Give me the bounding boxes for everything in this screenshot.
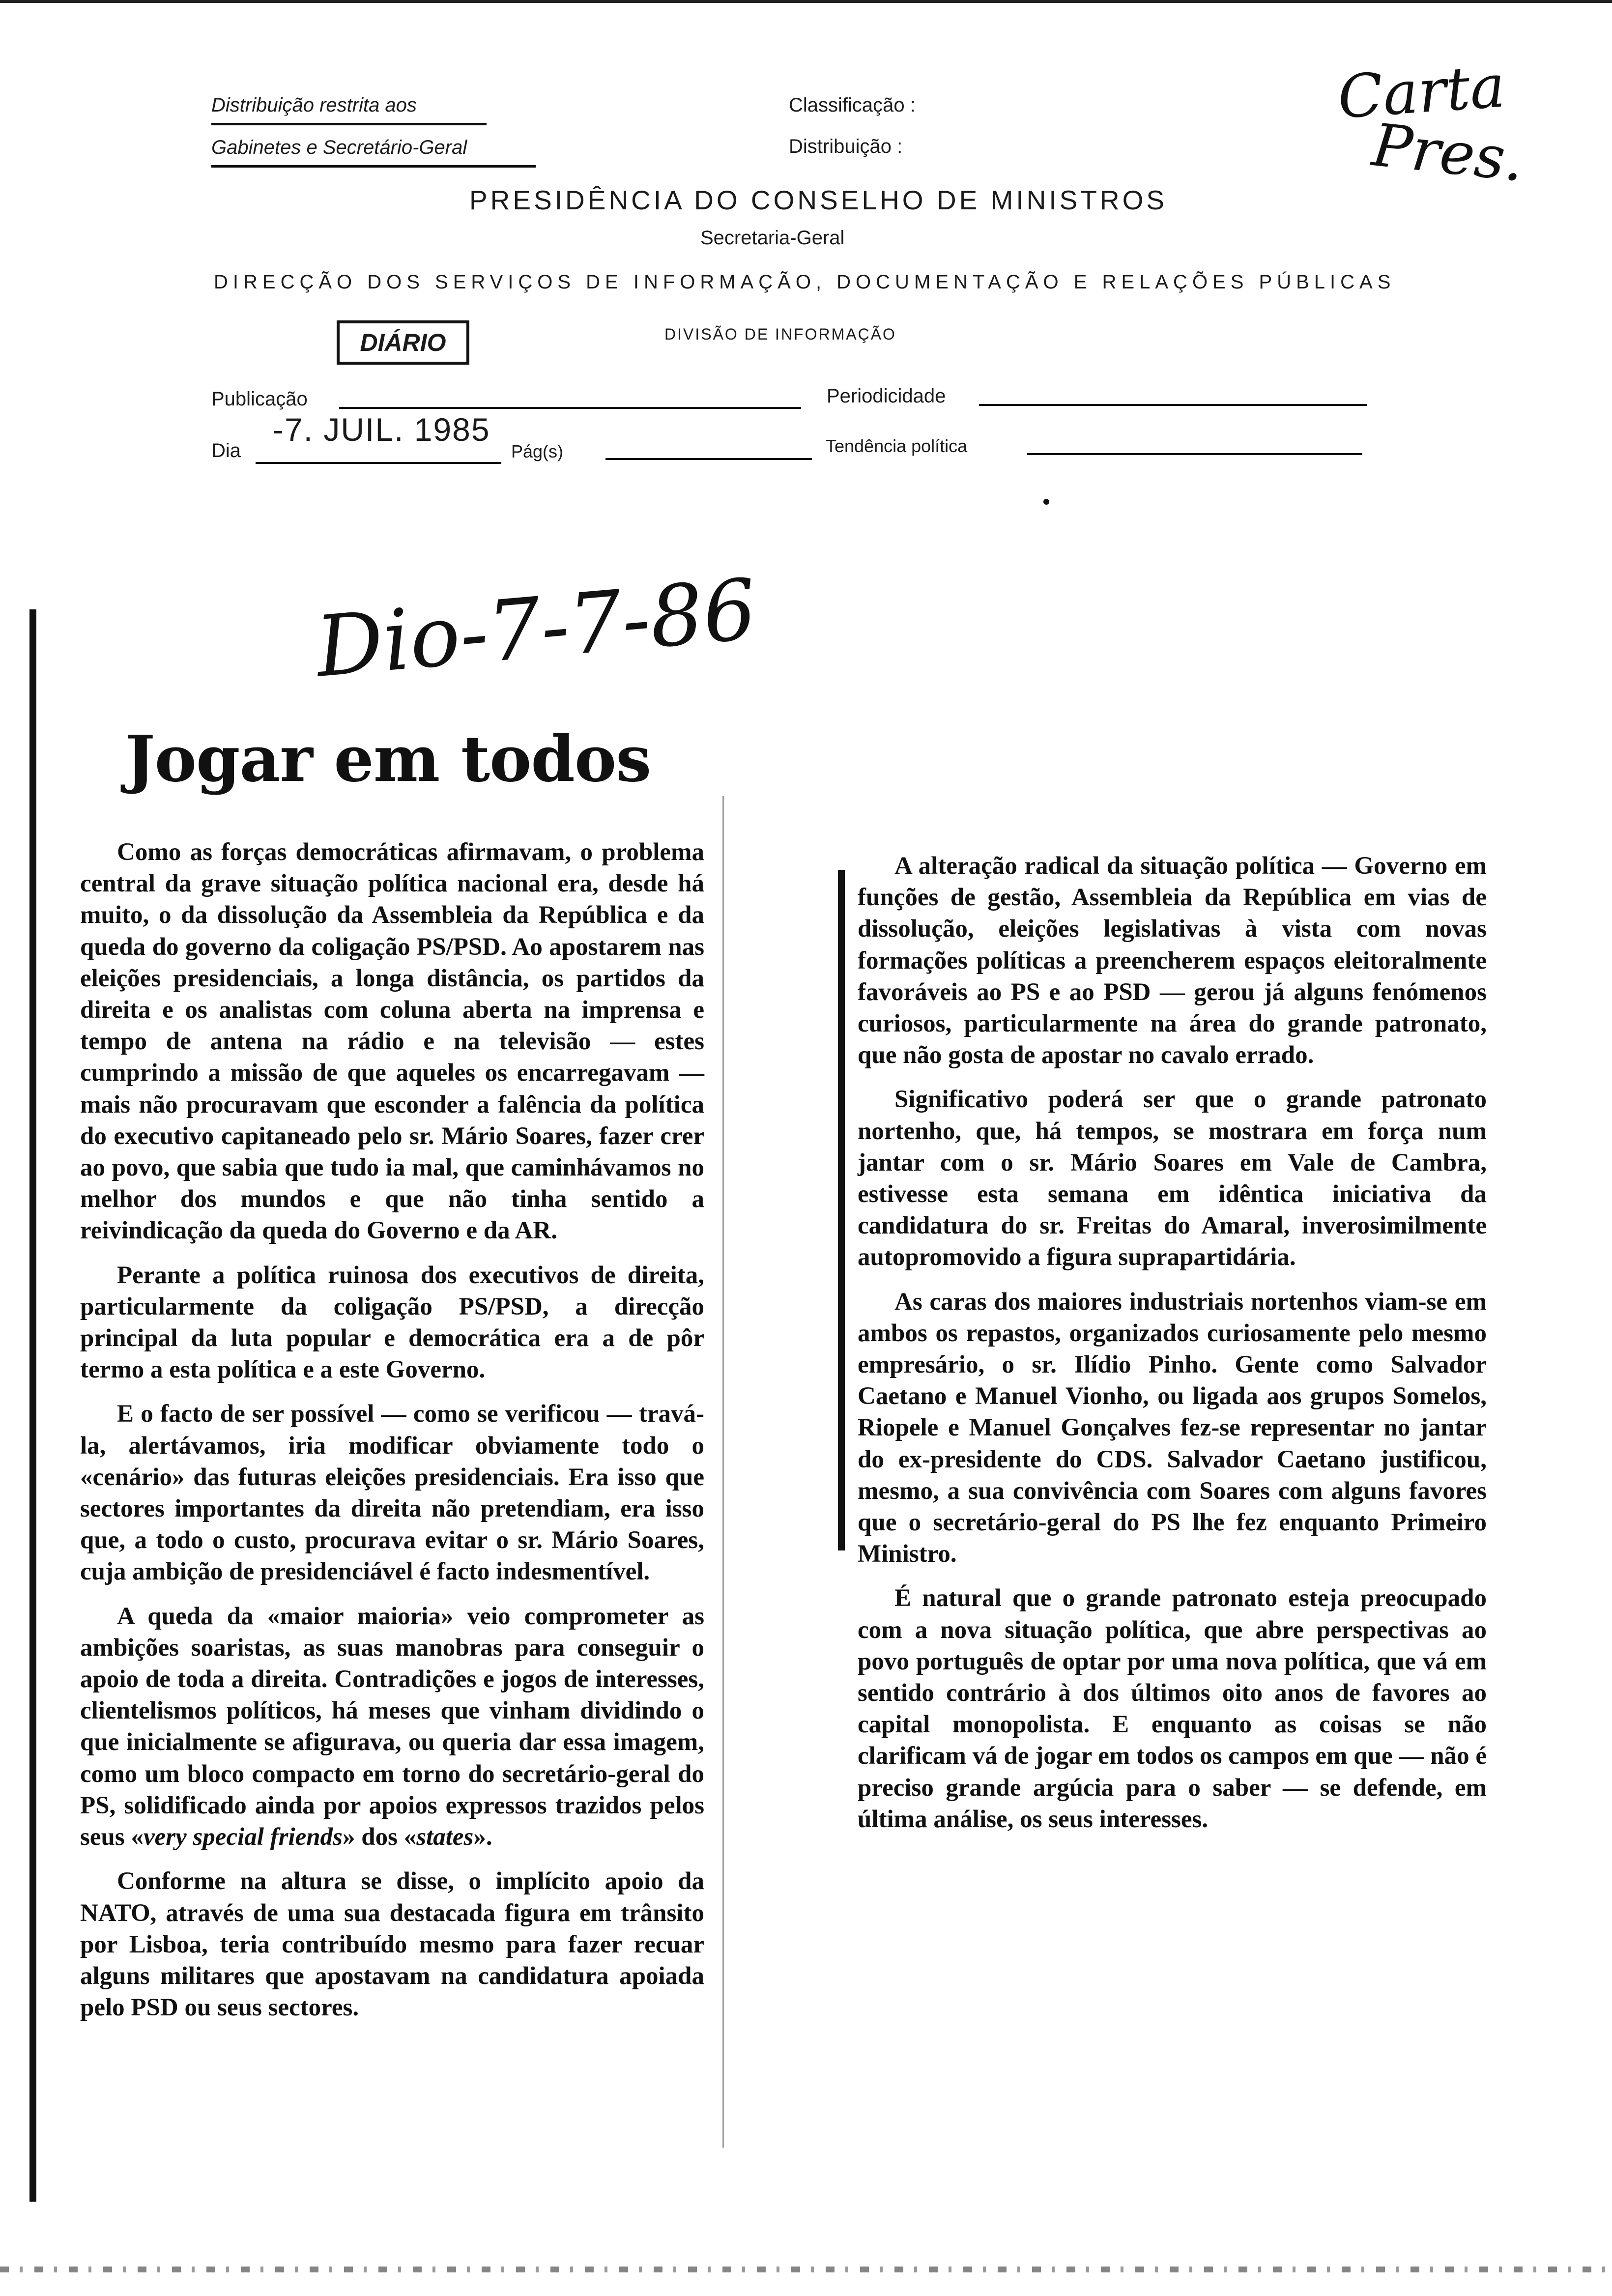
- distribuicao-label: Distribuição :: [789, 136, 903, 157]
- publicacao-field: [339, 407, 801, 409]
- directorate-line: DIRECÇÃO DOS SERVIÇOS DE INFORMAÇÃO, DOCUMENTAÇÃO E RELAÇÕES PÚBLICAS: [214, 271, 1396, 293]
- handwriting-article-mark: Dio-7-7-86: [312, 561, 760, 696]
- left-paragraph-4: [80, 1601, 704, 1853]
- handwriting-top-right-1: Carta: [1335, 52, 1507, 132]
- org-title: PRESIDÊNCIA DO CONSELHO DE MINISTROS: [469, 185, 1168, 215]
- publicacao-label: Publicação: [211, 388, 308, 410]
- distribution-underline-1: [211, 123, 487, 125]
- tendencia-field: [1027, 453, 1362, 455]
- left-paragraph-4-mid: » dos «: [343, 1823, 417, 1851]
- right-paragraph-1: A alteração radical da situação política — Governo em funções de gestão, Assembleia da República em vias de dissolução, eleições legislativas à vista com novas formações políticas a preencherem espaços eleitoralmente favoráveis ao PS e ao PSD — gerou já alguns fenómenos curiosos, particularmente na área do grande patronato, que não gosta de apostar no cavalo errado.: [858, 852, 1487, 1069]
- article-title: Jogar em todos: [125, 722, 651, 796]
- distribution-line-1: [211, 94, 487, 116]
- left-paragraph-2: Perante a política ruinosa dos executivos de direita, particularmente da coligação PS/PSD, a direcção principal da luta popular e democrática era a de pôr termo a esta política e a este Governo.: [80, 1261, 704, 1384]
- left-paragraph-4-italic-2: states: [416, 1823, 474, 1851]
- right-paragraph-3: As caras dos maiores industriais nortenhos viam-se em ambos os repastos, organizados curiosamente pelo mesmo empresário, o sr. Ilídio Pinho. Gente como Salvador Caetano e Manuel Vionho, ou ligada aos grupos Somelos, Riopele e Manuel Gonçalves fez-se representar no jantar do ex-presidente do CDS. Salvador Caetano justificou, mesmo, a sua convivência com Soares com alguns favores que o secretário-geral do PS lhe fez enquanto Primeiro Ministro.: [858, 1288, 1487, 1568]
- periodicidade-field: [979, 404, 1367, 406]
- distribution-underline-2: [211, 165, 536, 168]
- dia-field: [256, 462, 501, 464]
- handwriting-top-right-2: Pres.: [1369, 111, 1527, 195]
- dia-value: -7. JUIL. 1985: [273, 411, 490, 448]
- left-paragraph-1: Como as forças democráticas afirmavam, o problema central da grave situação política nacional era, desde há muito, o da dissolução da Assembleia da República e da queda do governo da coligação PS/PSD. Ao apostarem nas eleições presidenciais, a longa distância, os partidos da direita e os analistas com coluna aberta na imprensa e tempo de antena na rádio e na televisão — estes cumprindo a missão de que aqueles os encarregavam — mais não procuravam que esconder a falência da política do executivo capitaneado pelo sr. Mário Soares, fazer crer ao povo, que sabia que tudo ia mal, que caminhávamos no melhor dos mundos e que não tinha sentido a reivindicação da queda do Governo e da AR.: [80, 838, 704, 1245]
- dot-mark: [1043, 499, 1049, 505]
- right-paragraph-2: Significativo poderá ser que o grande patronato nortenho, que, há tempos, se mostrara em força num jantar com o sr. Mário Soares em Vale de Cambra, estivesse esta semana em idêntica iniciativa da candidatura do sr. Freitas do Amaral, inverosimilmente autopromovido a figura suprapartidária.: [858, 1086, 1487, 1271]
- distribution-text-1: Distribuição restrita aos: [211, 94, 417, 116]
- left-paragraph-4-text: A queda da «maior maioria» veio comprometer as ambições soaristas, as suas manobras para conseguir o apoio de toda a direita. Contradições e jogos de interesses, clientelismos políticos, há meses que vinham dividindo o que inicialmente se afigurava, ou queria dar essa imagem, como um bloco compacto em torno do secretário-geral do PS, solidificado ainda por apoios expressos trazidos pelos seus «: [80, 1602, 704, 1851]
- article-right-column: [858, 850, 1487, 1848]
- tendencia-label: Tendência política: [826, 436, 968, 456]
- left-column-edge: [722, 796, 724, 2148]
- scan-top-edge: [0, 0, 1612, 3]
- article-left-column: [80, 836, 704, 2036]
- pags-field: [605, 458, 812, 460]
- classificacao-label: Classificação :: [789, 94, 916, 116]
- dia-label: Dia: [211, 440, 241, 461]
- diario-stamp-text: DIÁRIO: [360, 329, 446, 356]
- division-label: DIVISÃO DE INFORMAÇÃO: [664, 325, 896, 343]
- right-column-rule: [838, 870, 845, 1550]
- pags-label: Pág(s): [511, 441, 564, 461]
- left-paragraph-4-italic-1: very special friends: [143, 1823, 343, 1851]
- org-subtitle: Secretaria-Geral: [700, 227, 845, 249]
- distribution-text-2: Gabinetes e Secretário-Geral: [211, 137, 467, 158]
- left-margin-rule: [29, 609, 36, 2202]
- left-paragraph-5: Conforme na altura se disse, o implícito apoio da NATO, através de uma sua destacada figura em trânsito por Lisboa, teria contribuído mesmo para fazer recuar alguns militares que apostavam na candidatura apoiada pelo PSD ou seus sectores.: [80, 1867, 704, 2022]
- right-paragraph-4: É natural que o grande patronato esteja preocupado com a nova situação política, que abre perspectivas ao povo português de optar por uma nova política, que vá em sentido contrário à dos últimos oito anos de favores ao capital monopolista. E enquanto as coisas se não clarificam vá de jogar em todos os campos em que — não é preciso grande argúcia para o saber — se defende, em última análise, os seus interesses.: [858, 1584, 1487, 1833]
- left-paragraph-4-end: ».: [473, 1823, 492, 1851]
- scan-bottom-noise: [0, 2267, 1612, 2272]
- distribution-line-2: [211, 137, 536, 159]
- left-paragraph-3: E o facto de ser possível — como se verificou — travá-la, alertávamos, iria modificar obviamente todo o «cenário» das futuras eleições presidenciais. Era isso que sectores importantes da direita não pretendiam, era isso que, a todo o custo, procurava evitar o sr. Mário Soares, cuja ambição de presidenciável é facto indesmentível.: [80, 1400, 704, 1586]
- periodicidade-label: Periodicidade: [827, 385, 946, 407]
- diario-stamp: [337, 320, 469, 365]
